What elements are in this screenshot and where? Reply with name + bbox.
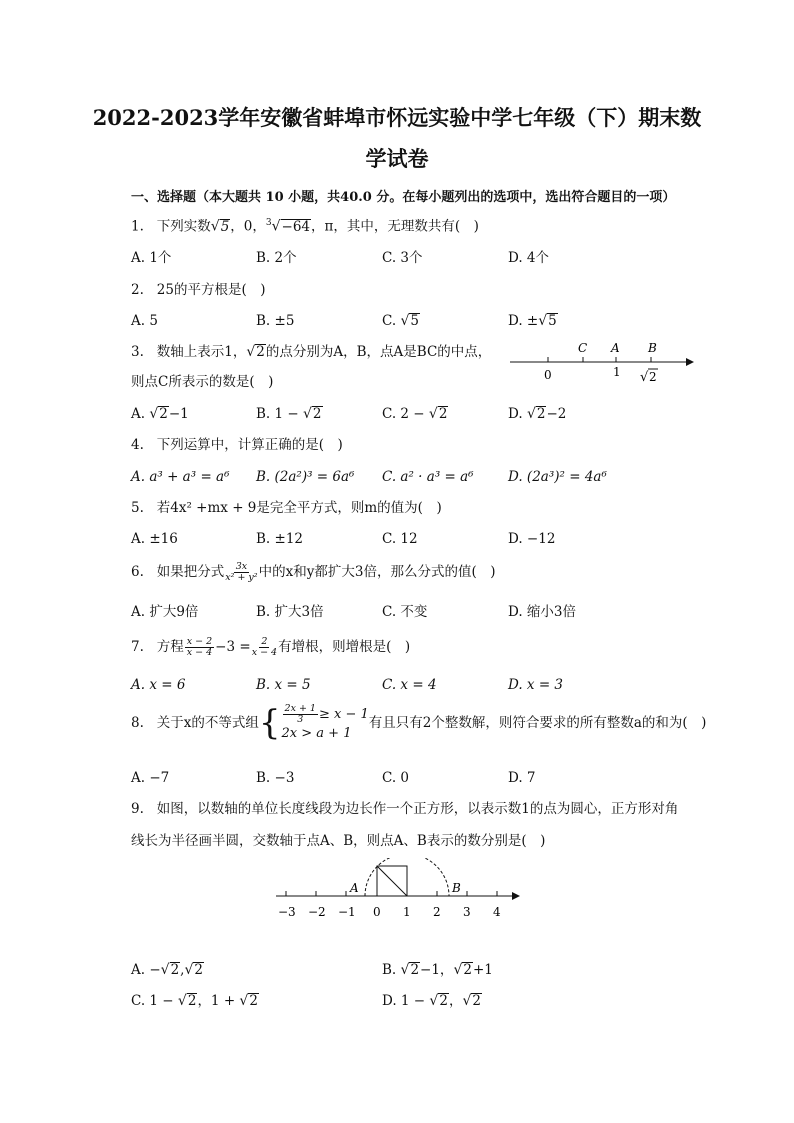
question-text: 如图，以数轴的单位长度线段为边长作一个正方形，以表示数1的点为圆心，正方形对角 [156, 801, 679, 817]
brace: { [258, 703, 281, 744]
sqrt-radicand: 2 [256, 344, 265, 360]
q9-option-a[interactable]: A. −√2,√2 [131, 962, 203, 978]
q9-option-d[interactable]: D. 1 − √2，√2 [382, 993, 481, 1009]
fraction-denominator: 3 [297, 713, 304, 725]
fraction-numerator: 2 [261, 636, 268, 647]
question-9 [131, 801, 678, 817]
number-line-figure-q9 [268, 858, 530, 922]
sqrt-radicand: 2 [194, 962, 203, 978]
q4-option-b[interactable]: B. (2a²)³ = 6a⁶ [256, 469, 355, 485]
option-text: C. [382, 313, 401, 329]
q7-option-a[interactable]: A. x = 6 [131, 677, 186, 693]
point-b-label: B [452, 881, 461, 895]
sqrt-radicand: 2 [438, 406, 448, 422]
q4-option-d[interactable]: D. (2a³)² = 4a⁶ [508, 469, 607, 485]
question-number: 9. [131, 801, 144, 817]
radical-sign: √ [640, 370, 649, 385]
question-text: 数轴上表示1， [156, 344, 247, 360]
q2-option-a[interactable]: A. 5 [131, 313, 158, 329]
question-text: 有且只有2个整数解，则符合要求的所有整数a的和为( ) [368, 714, 707, 731]
fraction-numerator: 2x + 1 [284, 703, 316, 714]
label-b: B [648, 341, 657, 355]
q9-option-b[interactable]: B. √2−1，√2+1 [382, 962, 493, 978]
sqrt-radicand: 2 [170, 962, 180, 978]
question-number: 3. [131, 344, 144, 360]
label-0: 0 [544, 368, 552, 382]
tick-label: 1 [403, 905, 411, 919]
q7-option-c[interactable]: C. x = 4 [382, 677, 437, 693]
q8-option-d[interactable]: D. 7 [508, 770, 536, 786]
exam-title-line1: 2022-2023学年安徽省蚌埠市怀远实验中学七年级（下）期末数 [92, 105, 702, 130]
sqrt-radicand: 2 [472, 993, 481, 1009]
q2-option-b[interactable]: B. ±5 [256, 313, 295, 329]
tick-label: 3 [463, 905, 471, 919]
question-9-line2: 线长为半径画半圆，交数轴于点A、B，则点A、B表示的数分别是( ) [131, 833, 546, 849]
question-text: 若4x² +mx + 9是完全平方式，则m的值为( ) [156, 500, 442, 516]
inequality-system [259, 704, 369, 742]
fraction-numerator: x − 2 [186, 636, 213, 647]
q5-option-b[interactable]: B. ±12 [256, 531, 303, 547]
sqrt-radicand: 2 [159, 406, 168, 422]
question-7 [131, 637, 410, 658]
label-1: 1 [613, 365, 621, 379]
fraction [225, 562, 257, 583]
question-text: ，0， [230, 218, 266, 235]
inequality-lines [282, 704, 369, 742]
q4-option-a[interactable]: A. a³ + a³ = a⁶ [131, 469, 230, 485]
question-5 [131, 500, 442, 516]
question-text: 的点分别为A，B，点A是BC的中点， [265, 344, 492, 360]
q5-option-d[interactable]: D. −12 [508, 531, 556, 547]
label-c: C [578, 341, 588, 355]
fraction [185, 637, 214, 658]
option-text: B. [382, 962, 401, 978]
sqrt-radicand: 2 [249, 993, 258, 1009]
tick-label: 0 [373, 905, 381, 919]
fraction-denominator: x − 4 [251, 646, 278, 658]
question-2 [131, 282, 265, 298]
question-number: 5. [131, 500, 144, 516]
label-sqrt2: 2 [649, 370, 657, 384]
option-text: −1 [168, 406, 189, 422]
question-3: 3. 数轴上表示1，√2的点分别为A，B，点A是BC的中点， [131, 344, 492, 360]
q3-option-b[interactable]: B. 1 − √2 [256, 406, 322, 422]
question-text: 下列实数 [156, 218, 211, 235]
inequality-2: 2x > a + 1 [281, 725, 352, 741]
option-text: ， [448, 993, 463, 1009]
sqrt-radicand: 2 [536, 406, 546, 422]
inequality-rest: ≥ x − 1 [318, 706, 369, 722]
q4-option-c[interactable]: C. a² · a³ = a⁶ [382, 469, 474, 485]
q3-option-c[interactable]: C. 2 − √2 [382, 406, 448, 422]
option-text: C. 2 − [382, 406, 429, 422]
tick-labels [278, 905, 501, 919]
fraction-denominator: x² + y² [225, 571, 258, 583]
sqrt-radicand: 5 [548, 313, 557, 329]
q8-option-c[interactable]: C. 0 [382, 770, 410, 786]
tick-label: 4 [493, 905, 501, 919]
point-a-label: A [350, 881, 359, 895]
question-text: 如果把分式 [156, 563, 225, 580]
exam-title-line2: 学试卷 [365, 146, 429, 171]
question-4 [131, 437, 343, 453]
number-line-figure-q3 [500, 336, 700, 392]
question-text: 有增根，则增根是( ) [278, 638, 411, 655]
q6-option-a[interactable]: A. 扩大9倍 [131, 604, 199, 620]
option-text: +1 [472, 962, 493, 978]
axis-arrow [686, 358, 694, 366]
inequality-1 [282, 704, 369, 725]
q6-option-d[interactable]: D. 缩小3倍 [508, 604, 577, 620]
fraction [252, 637, 277, 658]
q6-option-b[interactable]: B. 扩大3倍 [256, 604, 324, 620]
option-text: −1， [420, 962, 454, 978]
question-text: ，π，其中，无理数共有( ) [311, 218, 479, 235]
tick-marks [286, 891, 497, 896]
question-text: 中的x和y都扩大3倍，那么分式的值( ) [258, 563, 496, 580]
option-text: ，1 + [197, 993, 240, 1009]
q1-option-c[interactable]: C. 3个 [382, 250, 423, 266]
sqrt-radicand: 2 [187, 993, 197, 1009]
question-text: 25的平方根是( ) [156, 282, 266, 298]
q1-option-d[interactable]: D. 4个 [508, 250, 550, 266]
square-diagonal [377, 866, 407, 896]
tick-label: −1 [338, 905, 356, 919]
q1-option-a[interactable]: A. 1个 [131, 250, 172, 266]
q3-option-d[interactable]: D. √2−2 [508, 406, 567, 422]
q2-option-d[interactable]: D. ±√5 [508, 313, 557, 329]
fraction [283, 704, 318, 725]
sqrt-radicand: 2 [463, 962, 472, 978]
question-number: 8. [131, 714, 144, 731]
label-a: A [611, 341, 620, 355]
section-heading: 一、选择题（本大题共 10 小题，共40.0 分。在每小题列出的选项中，选出符合题目的一项） [131, 190, 676, 205]
sqrt-radicand: 5 [220, 218, 230, 235]
axis-arrow [512, 892, 520, 900]
tick-label: −2 [308, 905, 326, 919]
option-text: D. ± [508, 313, 539, 329]
option-text: A. − [131, 962, 161, 978]
fraction-denominator: x − 4 [186, 646, 213, 658]
option-text: A. [131, 406, 150, 422]
cube-root-index: 3 [265, 218, 272, 228]
sqrt-radicand: 2 [439, 993, 448, 1009]
tick-label: −3 [278, 905, 296, 919]
cube-root-radicand: −64 [281, 218, 311, 235]
option-text: C. 1 − [131, 993, 178, 1009]
option-text: D. 1 − [382, 993, 430, 1009]
tick-label: 2 [433, 905, 441, 919]
sqrt-radicand: 5 [410, 313, 419, 329]
q2-option-c[interactable]: C. √5 [382, 313, 419, 329]
question-text: 方程 [156, 638, 184, 655]
question-6 [131, 562, 495, 583]
sqrt-radicand: 2 [312, 406, 322, 422]
q9-option-c[interactable]: C. 1 − √2，1 + √2 [131, 993, 258, 1009]
q5-option-a[interactable]: A. ±16 [131, 531, 178, 547]
question-3-line2: 则点C所表示的数是( ) [131, 374, 274, 390]
q6-option-c[interactable]: C. 不变 [382, 604, 428, 620]
option-text: −2 [546, 406, 567, 422]
q5-option-c[interactable]: C. 12 [382, 531, 418, 547]
question-number: 4. [131, 437, 144, 453]
q7-option-b[interactable]: B. x = 5 [256, 677, 311, 693]
question-number: 2. [131, 282, 144, 298]
q1-option-b[interactable]: B. 2个 [256, 250, 297, 266]
option-text: B. 1 − [256, 406, 303, 422]
question-number: 1. [131, 218, 144, 235]
question-1: 1. 下列实数√5，0，$^3$√−64，π，其中，无理数共有( ) [131, 218, 479, 235]
q8-option-b[interactable]: B. −3 [256, 770, 295, 786]
q3-option-a[interactable]: A. √2−1 [131, 406, 189, 422]
question-number: 6. [131, 563, 144, 580]
option-text: D. [508, 406, 527, 422]
question-text: −3 = [215, 638, 251, 655]
option-text: , [180, 962, 185, 978]
question-text: 关于x的不等式组 [156, 714, 259, 731]
question-8 [131, 704, 706, 742]
question-number: 7. [131, 638, 144, 655]
question-text: 下列运算中，计算正确的是( ) [156, 437, 343, 453]
q7-option-d[interactable]: D. x = 3 [508, 677, 564, 693]
q8-option-a[interactable]: A. −7 [131, 770, 170, 786]
fraction-numerator: 3x [235, 561, 248, 572]
sqrt-radicand: 2 [410, 962, 420, 978]
